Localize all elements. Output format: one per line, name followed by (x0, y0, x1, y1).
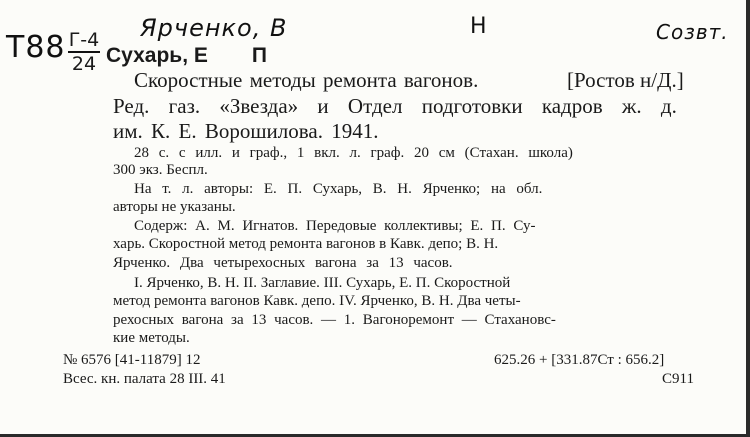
note-line: авторы не указаны. (113, 199, 236, 215)
note-line: На т. л. авторы: Е. П. Сухарь, В. Н. Ярченко; на обл. (134, 181, 543, 197)
handwritten-author-note: Ярченко, В (140, 14, 288, 42)
contents-line: Содерж: А. М. Игнатов. Передовые коллективы; Е. П. Су- (134, 218, 536, 234)
handwritten-mark: Н (470, 14, 488, 39)
publisher-line: им. К. Е. Ворошилова. 1941. (113, 119, 379, 143)
title-line: Скоростные методы ремонта вагонов. (134, 68, 479, 92)
contents-line: харь. Скоростной метод ремонта вагонов в Кавк. депо; В. Н. (113, 236, 499, 252)
shelf-fraction-bottom: 24 (71, 53, 97, 75)
handwritten-shelf-fraction (68, 29, 100, 75)
heading-author: Сухарь, Е (106, 44, 208, 67)
card-heading (106, 44, 267, 68)
tracings-line: метод ремонта вагонов Кавк. депо. IV. Ярченко, В. Н. Два четы- (113, 293, 521, 309)
tracings-line: I. Ярченко, В. Н. II. Заглавие. III. Сухарь, Е. П. Скоростной (134, 275, 511, 291)
card-edge-right (746, 0, 750, 437)
book-chamber-stamp: Всес. кн. палата 28 III. 41 (63, 371, 226, 387)
contents-line: Ярченко. Два четырехосных вагона за 13 часов. (113, 255, 453, 271)
handwritten-code-note: Созвт. (656, 20, 729, 44)
tracings-line: рехосных вагона за 13 часов. — 1. Вагоноремонт — Стахановс- (113, 312, 556, 328)
tracings-line: кие методы. (113, 330, 190, 346)
publisher-line: Ред. газ. «Звезда» и Отдел подготовки кадров ж. д. (113, 94, 677, 118)
handwritten-call-number: Т88 (6, 30, 66, 65)
heading-initial: П (251, 44, 267, 67)
record-number: № 6576 [41-11879] 12 (63, 352, 201, 368)
card-code: С911 (662, 371, 694, 387)
place-of-publication: [Ростов н/Д.] (567, 68, 684, 92)
classification-index: 625.26 + [331.87Ст : 656.2] (494, 352, 665, 368)
shelf-fraction-top: Г-4 (68, 29, 100, 51)
physical-description-line: 28 с. с илл. и граф., 1 вкл. л. граф. 20 см (Стахан. школа) (134, 145, 573, 161)
physical-description-line: 300 экз. Беспл. (113, 162, 208, 178)
